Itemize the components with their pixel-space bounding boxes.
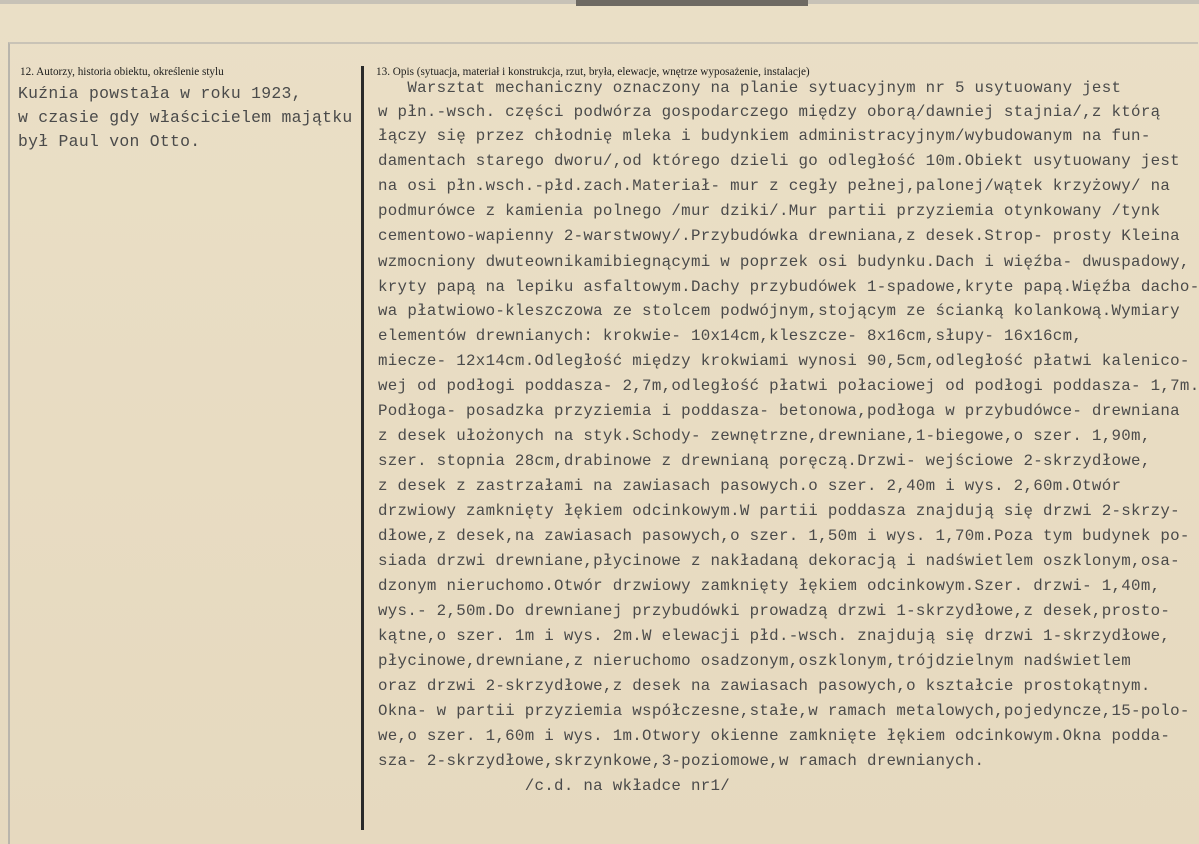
- history-line: w czasie gdy właścicielem majątku: [18, 108, 353, 127]
- description-line: Okna- w partii przyziemia współczesne,stałe,w ramach metalowych,pojedyncze,15-polo-: [378, 702, 1190, 720]
- description-line: płycinowe,drewniane,z nieruchomo osadzonym,oszklonym,trójdzielnym nadświetlem: [378, 652, 1132, 670]
- description-line: damentach starego dworu/,od którego dzieli go odległość 10m.Obiekt usytuowany jest: [378, 152, 1180, 170]
- description-line: kątne,o szer. 1m i wys. 2m.W elewacji płd.-wsch. znajdują się drzwi 1-skrzydłowe,: [378, 627, 1171, 645]
- description-line: Warsztat mechaniczny oznaczony na planie sytuacyjnym nr 5 usytuowany jest: [378, 79, 1122, 97]
- description-line: podmurówce z kamienia polnego /mur dziki/.Mur partii przyziemia otynkowany /tynk: [378, 202, 1161, 220]
- description-line: we,o szer. 1,60m i wys. 1m.Otwory okienne zamknięte łękiem odcinkowym.Okna podda-: [378, 727, 1171, 745]
- description-line: drzwiowy zamknięty łękiem odcinkowym.W partii poddasza znajdują się drzwi 2-skrzy-: [378, 502, 1180, 520]
- description-line: na osi płn.wsch.-płd.zach.Materiał- mur z cegły pełnej,palonej/wątek krzyżowy/ na: [378, 177, 1171, 195]
- description-line: wys.- 2,50m.Do drewnianej przybudówki prowadzą drzwi 1-skrzydłowe,z desek,prosto-: [378, 602, 1171, 620]
- description-line: cementowo-wapienny 2-warstwowy/.Przybudówka drewniana,z desek.Strop- prosty Kleina: [378, 227, 1180, 245]
- description-line: siada drzwi drewniane,płycinowe z nakładaną dekoracją i nadświetlem oszklonym,osa-: [378, 552, 1180, 570]
- description-line: wej od podłogi poddasza- 2,7m,odległość płatwi połaciowej od podłogi poddasza- 1,7m.: [378, 377, 1199, 395]
- description-line: elementów drewnianych: krokwie- 10x14cm,kleszcze- 8x16cm,słupy- 16x16cm,: [378, 327, 1083, 345]
- column-divider: [361, 66, 364, 830]
- description-line: z desek ułożonych na styk.Schody- zewnętrzne,drewniane,1-biegowe,o szer. 1,90m,: [378, 427, 1151, 445]
- description-line: w płn.-wsch. części podwórza gospodarczego między oborą/dawniej stajnia/,z którą: [378, 103, 1161, 121]
- description-line: łączy się przez chłodnię mleka i budynkiem administracyjnym/wybudowanym na fun-: [378, 127, 1151, 145]
- description-line: z desek z zastrzałami na zawiasach pasowych.o szer. 2,40m i wys. 2,60m.Otwór: [378, 477, 1122, 495]
- description-line: oraz drzwi 2-skrzydłowe,z desek na zawiasach pasowych,o kształcie prostokątnym.: [378, 677, 1151, 695]
- description-line: kryty papą na lepiku asfaltowym.Dachy przybudówek 1-spadowe,kryte papą.Więźba dacho-: [378, 278, 1199, 296]
- section-13-header: 13. Opis (sytuacja, materiał i konstrukcja, rzut, bryła, elewacje, wnętrze wyposażenie, instalacje): [376, 66, 810, 78]
- description-line: dłowe,z desek,na zawiasach pasowych,o szer. 1,50m i wys. 1,70m.Poza tym budynek po-: [378, 527, 1190, 545]
- description-line: miecze- 12x14cm.Odległość między krokwiami wynosi 90,5cm,odległość płatwi kalenico-: [378, 352, 1190, 370]
- description-line: Podłoga- posadzka przyziemia i poddasza- betonowa,podłoga w przybudówce- drewniana: [378, 402, 1180, 420]
- history-line: był Paul von Otto.: [18, 132, 201, 151]
- description-line: dzonym nieruchomo.Otwór drzwiowy zamknięty łękiem odcinkowym.Szer. drzwi- 1,40m,: [378, 577, 1161, 595]
- top-tab: [576, 0, 808, 6]
- description-line: wzmocniony dwuteownikamibiegnącymi w poprzek osi budynku.Dach i więźba- dwuspadowy,: [378, 253, 1190, 271]
- description-line: szer. stopnia 28cm,drabinowe z drewnianą poręczą.Drzwi- wejściowe 2-skrzydłowe,: [378, 452, 1151, 470]
- section-12-header: 12. Autorzy, historia obiektu, określenie stylu: [20, 66, 224, 78]
- history-line: Kuźnia powstała w roku 1923,: [18, 84, 302, 103]
- description-line: /c.d. na wkładce nr1/: [378, 777, 731, 795]
- description-line: sza- 2-skrzydłowe,skrzynkowe,3-poziomowe,w ramach drewnianych.: [378, 752, 985, 770]
- description-line: wa płatwiowo-kleszczowa ze stolcem podwójnym,stojącym ze ścianką kolankową.Wymiary: [378, 302, 1180, 320]
